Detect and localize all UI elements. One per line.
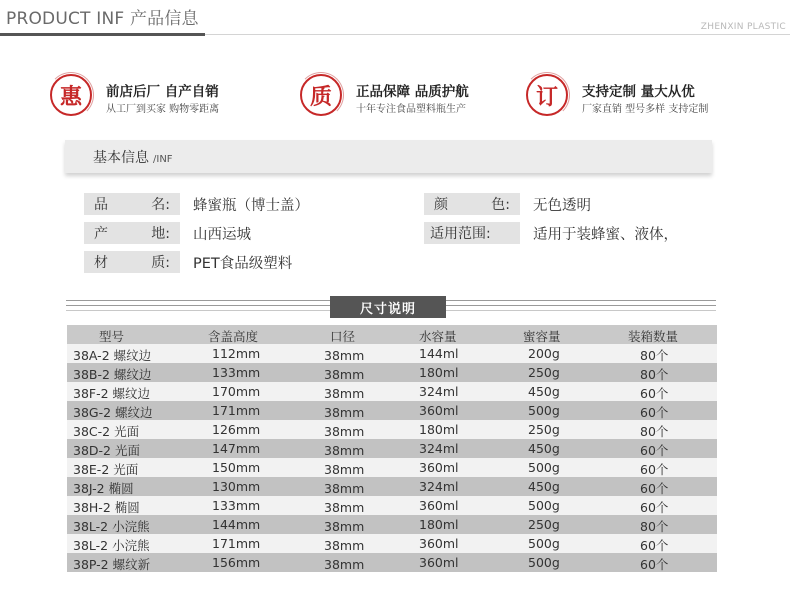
cell-honey-capacity: 250g — [528, 517, 560, 532]
table-header-row — [67, 325, 717, 344]
cell-height: 171mm — [212, 536, 261, 551]
origin-label-part: 产 — [94, 226, 108, 242]
cell-packing-qty: 80个 — [640, 519, 669, 534]
cell-packing-qty: 80个 — [640, 424, 669, 439]
cell-caliber: 38mm — [324, 462, 365, 477]
header-divider-dark — [0, 33, 205, 36]
feature-subtitle: 厂家直销 型号多样 支持定制 — [582, 104, 709, 115]
name-label — [84, 193, 180, 215]
header-cell-water-capacity: 水容量 — [419, 329, 457, 344]
cell-packing-qty: 60个 — [640, 481, 669, 496]
cell-honey-capacity: 450g — [528, 384, 560, 399]
table-row — [67, 382, 717, 401]
color-label — [424, 193, 520, 215]
cell-height: 144mm — [212, 517, 261, 532]
cell-height: 147mm — [212, 441, 261, 456]
cell-packing-qty: 60个 — [640, 538, 669, 553]
cell-model: 38D-2 光面 — [73, 443, 140, 458]
header-cell-height: 含盖高度 — [208, 329, 259, 344]
cell-packing-qty: 60个 — [640, 500, 669, 515]
basic-info-title — [93, 147, 173, 167]
cell-height: 156mm — [212, 555, 261, 570]
name-value: 蜂蜜瓶（博士盖） — [193, 198, 309, 214]
feature-subtitle: 从工厂到买家 购物零距离 — [106, 104, 220, 115]
cell-model: 38H-2 椭圆 — [73, 500, 140, 515]
cell-packing-qty: 60个 — [640, 557, 669, 572]
table-row — [67, 439, 717, 458]
material-label-part: 质: — [151, 255, 170, 271]
cell-model: 38L-2 小浣熊 — [73, 519, 150, 534]
cell-caliber: 38mm — [324, 481, 365, 496]
cell-water-capacity: 324ml — [419, 384, 459, 399]
zhi-badge-icon: 质 — [300, 74, 342, 116]
cell-water-capacity: 144ml — [419, 346, 459, 361]
table-row — [67, 344, 717, 363]
cell-water-capacity: 180ml — [419, 517, 459, 532]
cell-water-capacity: 360ml — [419, 460, 459, 475]
table-row — [67, 401, 717, 420]
brand-name: ZHENXIN PLASTIC — [700, 22, 786, 32]
header-divider-light — [205, 34, 790, 35]
cell-honey-capacity: 450g — [528, 441, 560, 456]
cell-packing-qty: 60个 — [640, 443, 669, 458]
cell-honey-capacity: 500g — [528, 460, 560, 475]
header-cell-caliber: 口径 — [330, 329, 356, 344]
cell-model: 38F-2 螺纹边 — [73, 386, 151, 401]
basic-info-subtitle: /INF — [153, 154, 173, 165]
feature-title: 支持定制 量大从优 — [582, 84, 695, 100]
material-label-part: 材 — [94, 255, 108, 271]
cell-packing-qty: 80个 — [640, 348, 669, 363]
cell-model: 38J-2 椭圆 — [73, 481, 134, 496]
cell-height: 150mm — [212, 460, 261, 475]
cell-honey-capacity: 250g — [528, 422, 560, 437]
cell-caliber: 38mm — [324, 405, 365, 420]
origin-value: 山西运城 — [193, 227, 251, 243]
basic-info-title-text: 基本信息 — [93, 150, 149, 166]
name-label-part: 品 — [94, 197, 108, 213]
color-label-part: 色: — [491, 197, 510, 213]
material-value: PET食品级塑料 — [193, 256, 293, 272]
cell-height: 130mm — [212, 479, 261, 494]
cell-honey-capacity: 450g — [528, 479, 560, 494]
cell-packing-qty: 60个 — [640, 386, 669, 401]
size-table — [67, 325, 717, 572]
origin-label — [84, 222, 180, 244]
cell-water-capacity: 360ml — [419, 536, 459, 551]
feature-title: 前店后厂 自产自销 — [106, 84, 219, 100]
cell-packing-qty: 60个 — [640, 405, 669, 420]
cell-water-capacity: 360ml — [419, 498, 459, 513]
table-row — [67, 458, 717, 477]
cell-caliber: 38mm — [324, 557, 365, 572]
cell-honey-capacity: 500g — [528, 498, 560, 513]
cell-height: 133mm — [212, 365, 261, 380]
cell-caliber: 38mm — [324, 348, 365, 363]
cell-water-capacity: 324ml — [419, 479, 459, 494]
material-label — [84, 251, 180, 273]
cell-height: 171mm — [212, 403, 261, 418]
cell-model: 38A-2 螺纹边 — [73, 348, 152, 363]
hui-badge-icon: 惠 — [50, 74, 92, 116]
table-row — [67, 496, 717, 515]
cell-caliber: 38mm — [324, 538, 365, 553]
page-title: PRODUCT INF 产品信息 — [6, 9, 199, 29]
table-row — [67, 534, 717, 553]
header-cell-model: 型号 — [99, 329, 125, 344]
cell-caliber: 38mm — [324, 519, 365, 534]
cell-model: 38B-2 螺纹边 — [73, 367, 152, 382]
feature-subtitle: 十年专注食品塑料瓶生产 — [356, 104, 466, 115]
cell-honey-capacity: 200g — [528, 346, 560, 361]
cell-honey-capacity: 250g — [528, 365, 560, 380]
origin-label-part: 地: — [151, 226, 170, 242]
cell-caliber: 38mm — [324, 500, 365, 515]
header-cell-honey-capacity: 蜜容量 — [523, 329, 561, 344]
cell-height: 112mm — [212, 346, 261, 361]
color-label-part: 颜 — [434, 197, 448, 213]
cell-height: 133mm — [212, 498, 261, 513]
cell-height: 126mm — [212, 422, 261, 437]
cell-water-capacity: 180ml — [419, 365, 459, 380]
cell-height: 170mm — [212, 384, 261, 399]
cell-honey-capacity: 500g — [528, 555, 560, 570]
header-cell-packing-qty: 装箱数量 — [628, 329, 679, 344]
cell-model: 38C-2 光面 — [73, 424, 140, 439]
cell-packing-qty: 80个 — [640, 367, 669, 382]
table-row — [67, 553, 717, 572]
cell-honey-capacity: 500g — [528, 536, 560, 551]
cell-model: 38G-2 螺纹边 — [73, 405, 153, 420]
cell-water-capacity: 360ml — [419, 403, 459, 418]
cell-model: 38L-2 小浣熊 — [73, 538, 150, 553]
cell-caliber: 38mm — [324, 367, 365, 382]
usage-label: 适用范围: — [424, 222, 520, 244]
ding-badge-icon: 订 — [526, 74, 568, 116]
name-label-part: 名: — [151, 197, 170, 213]
cell-model: 38E-2 光面 — [73, 462, 139, 477]
cell-caliber: 38mm — [324, 443, 365, 458]
table-row — [67, 477, 717, 496]
cell-water-capacity: 360ml — [419, 555, 459, 570]
cell-water-capacity: 180ml — [419, 422, 459, 437]
usage-value: 适用于装蜂蜜、液体， — [533, 227, 678, 243]
table-row — [67, 420, 717, 439]
basic-info-bar — [65, 140, 712, 173]
cell-packing-qty: 60个 — [640, 462, 669, 477]
table-row — [67, 363, 717, 382]
cell-honey-capacity: 500g — [528, 403, 560, 418]
cell-water-capacity: 324ml — [419, 441, 459, 456]
size-section-title: 尺寸说明 — [330, 296, 446, 318]
color-value: 无色透明 — [533, 198, 591, 214]
cell-caliber: 38mm — [324, 424, 365, 439]
cell-caliber: 38mm — [324, 386, 365, 401]
feature-title: 正品保障 品质护航 — [356, 84, 469, 100]
table-row — [67, 515, 717, 534]
cell-model: 38P-2 螺纹新 — [73, 557, 151, 572]
